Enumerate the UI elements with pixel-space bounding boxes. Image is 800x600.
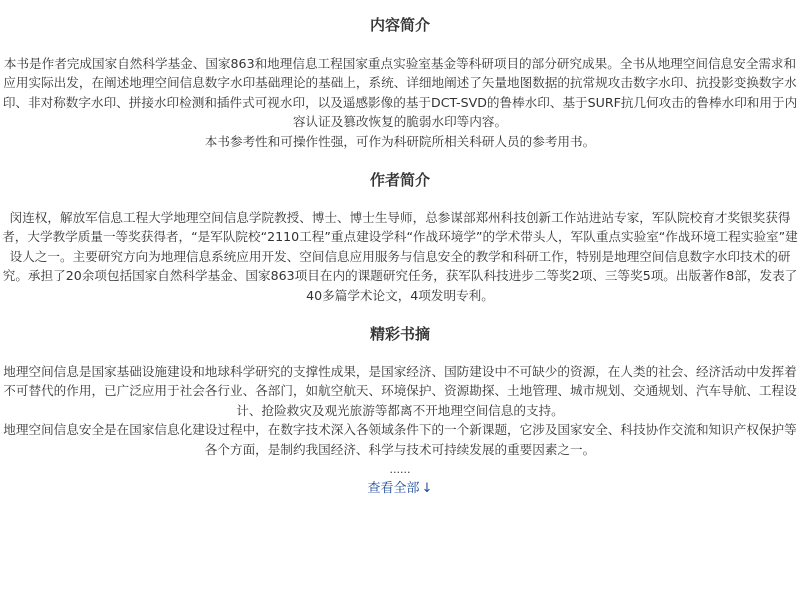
view-all-label: 查看全部	[367, 481, 420, 497]
excerpt-ellipsis: ......	[389, 463, 411, 477]
intro-paragraph-1: 本书是作者完成国家自然科学基金、国家863和地理信息工程国家重点实验室基金等科研项目的部分研究成果。全书从地理空间信息安全需求和应用实际出发，在阐述地理空间信息数字水印基础理论的基础上，系统、详细地阐述了矢量地图数据的抗常规攻击数字水印、抗投影变换数字水印、非对称数字水印、拼接水印检测和插件式可视水印，以及遥感影像的基于DCT-SVD的鲁棒水印、基于SURF抗几何攻击的鲁棒水印和用于内容认证及篡改恢复的脆弱水印等内容。	[2, 56, 798, 130]
excerpt-title: 精彩书摘	[369, 325, 430, 344]
intro-section	[0, 14, 800, 151]
view-all-link[interactable]	[368, 479, 433, 499]
author-paragraph-1: 闵连权，解放军信息工程大学地理空间信息学院教授、博士、博士生导师，总参谋部郑州科技创新工作站进站专家，军队院校育才奖银奖获得者，大学教学质量一等奖获得者，“是军队院校“2110工程”重点建设学科“作战环境学”的学术带头人，军队重点实验室“作战环境工程实验室”建设人之一。主要研究方向为地理信息系统应用开发、空间信息应用服务与信息安全的教学和科研工作，特别是地理空间信息数字水印技术的研究。承担了20余项包括国家自然科学基金、国家863项目在内的课题研究任务，获军队科技进步二等奖2项、三等奖5项。出版著作8部，发表了40多篇学术论文，4项发明专利。	[2, 210, 798, 303]
intro-title: 内容简介	[369, 16, 430, 34]
excerpt-paragraph-2: 地理空间信息安全是在国家信息化建设过程中，在数字技术深入各领域条件下的一个新课题，它涉及国家安全、科技协作交流和知识产权保护等各个方面，是制约我国经济、科学与技术可持续发展的重要因素之一。	[3, 422, 797, 457]
excerpt-section	[0, 323, 800, 499]
excerpt-paragraph-1: 地理空间信息是国家基础设施建设和地球科学研究的支撑性成果，是国家经济、国防建设中不可缺少的资源，在人类的社会、经济活动中发挥着不可替代的作用，已广泛应用于社会各行业、各部门，如航空航天、环境保护、资源勘探、土地管理、城市规划、交通规划、汽车导航、工程设计、抢险救灾及观光旅游等都离不开地理空间信息的支持。	[3, 364, 797, 418]
author-section	[0, 169, 800, 305]
author-title: 作者简介	[369, 171, 430, 190]
arrow-down-icon: ↓	[421, 481, 433, 497]
intro-paragraph-2: 本书参考性和可操作性强，可作为科研院所相关科研人员的参考用书。	[204, 133, 596, 149]
